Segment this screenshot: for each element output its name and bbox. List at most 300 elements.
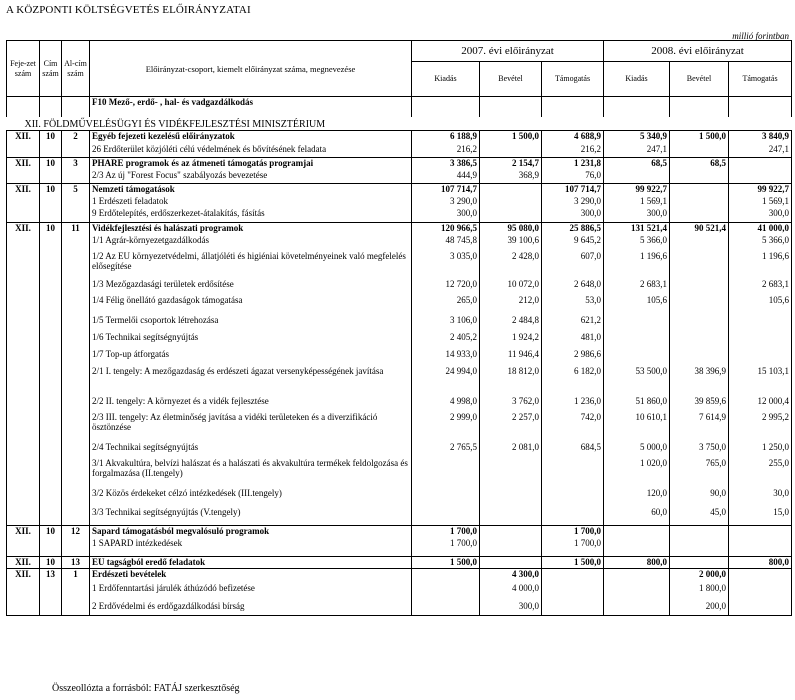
value-2008-bevetel-cell: 1 800,0 bbox=[670, 583, 729, 601]
value-2007-tamogatas-cell: 2 648,0 bbox=[542, 279, 604, 295]
table-row bbox=[7, 223, 792, 235]
value-2008-tamogatas-cell: 2 683,1 bbox=[729, 279, 792, 295]
header-2007-tamogatas: Támogatás bbox=[542, 62, 604, 97]
cim-cell: 10 bbox=[40, 557, 62, 569]
value-2008-tamogatas-cell bbox=[729, 315, 792, 332]
value-2007-bevetel-cell: 2 081,0 bbox=[480, 442, 542, 458]
cim-cell bbox=[40, 279, 62, 295]
alcim-cell: 12 bbox=[62, 526, 90, 538]
value-2007-tamogatas-cell: 76,0 bbox=[542, 170, 604, 184]
fejezet-cell bbox=[7, 601, 40, 616]
value-2007-tamogatas-cell: 607,0 bbox=[542, 251, 604, 279]
fejezet-cell bbox=[7, 507, 40, 526]
table-row bbox=[7, 279, 792, 295]
cim-cell bbox=[40, 332, 62, 349]
value-2007-bevetel-cell bbox=[480, 144, 542, 158]
table-row bbox=[7, 184, 792, 196]
value-2007-bevetel-cell bbox=[480, 507, 542, 526]
value-2008-kiadas-cell: 131 521,4 bbox=[604, 223, 670, 235]
value-2008-kiadas-cell: 5 340,9 bbox=[604, 131, 670, 144]
value-2007-kiadas-cell bbox=[412, 583, 480, 601]
value-2008-kiadas-cell bbox=[604, 538, 670, 557]
value-2007-kiadas-cell: 1 700,0 bbox=[412, 526, 480, 538]
cim-cell bbox=[40, 235, 62, 251]
item-name-cell: 3/2 Közös érdekeket célzó intézkedések (III.tengely) bbox=[90, 488, 412, 507]
value-2007-tamogatas-cell: 25 886,5 bbox=[542, 223, 604, 235]
value-2007-kiadas-cell: 24 994,0 bbox=[412, 366, 480, 396]
value-2007-bevetel-cell: 2 428,0 bbox=[480, 251, 542, 279]
table-row bbox=[7, 507, 792, 526]
value-2008-kiadas-cell: 1 569,1 bbox=[604, 196, 670, 208]
item-name-cell: 1 SAPARD intézkedések bbox=[90, 538, 412, 557]
item-name-cell: Sapard támogatásból megvalósuló programok bbox=[90, 526, 412, 538]
fejezet-cell bbox=[7, 170, 40, 184]
cim-cell bbox=[40, 295, 62, 315]
cim-cell bbox=[40, 538, 62, 557]
value-2007-kiadas-cell: 216,2 bbox=[412, 144, 480, 158]
value-2008-tamogatas-cell bbox=[729, 97, 792, 117]
value-2008-tamogatas-cell: 12 000,4 bbox=[729, 396, 792, 412]
table-row bbox=[7, 526, 792, 538]
fejezet-cell bbox=[7, 196, 40, 208]
value-2008-tamogatas-cell: 30,0 bbox=[729, 488, 792, 507]
item-name-cell: 1/2 Az EU környezetvédelmi, állatjóléti és higiéniai követelményeinek való megfelelés elősegítése bbox=[90, 251, 412, 279]
fejezet-cell: XII. bbox=[7, 569, 40, 583]
value-2008-bevetel-cell bbox=[670, 235, 729, 251]
value-2007-kiadas-cell: 107 714,7 bbox=[412, 184, 480, 196]
alcim-cell bbox=[62, 442, 90, 458]
value-2008-kiadas-cell: 5 366,0 bbox=[604, 235, 670, 251]
alcim-cell bbox=[62, 349, 90, 366]
value-2007-kiadas-cell: 2 405,2 bbox=[412, 332, 480, 349]
unit-label: millió forintban bbox=[732, 31, 789, 41]
value-2008-kiadas-cell: 5 000,0 bbox=[604, 442, 670, 458]
value-2008-bevetel-cell bbox=[670, 196, 729, 208]
value-2008-tamogatas-cell: 300,0 bbox=[729, 208, 792, 223]
value-2007-kiadas-cell bbox=[412, 601, 480, 616]
value-2008-bevetel-cell: 90,0 bbox=[670, 488, 729, 507]
fejezet-cell: XII. bbox=[7, 158, 40, 170]
item-name-cell: 9 Erdőtelepítés, erdőszerkezet-átalakítás, fásítás bbox=[90, 208, 412, 223]
alcim-cell: 11 bbox=[62, 223, 90, 235]
item-name-cell: Egyéb fejezeti kezelésű előirányzatok bbox=[90, 131, 412, 144]
fejezet-cell bbox=[7, 349, 40, 366]
fejezet-cell bbox=[7, 538, 40, 557]
item-name-cell: 3/1 Akvakultúra, belvízi halászat és a halászati és akvakultúra termékek feldolgozása és forgalmazása (II.tengely) bbox=[90, 458, 412, 488]
value-2007-tamogatas-cell bbox=[542, 488, 604, 507]
value-2008-kiadas-cell bbox=[604, 170, 670, 184]
header-fejezet: Feje-zet szám bbox=[7, 41, 40, 97]
item-name-cell: 1/6 Technikai segítségnyújtás bbox=[90, 332, 412, 349]
table-row bbox=[7, 315, 792, 332]
value-2008-kiadas-cell bbox=[604, 349, 670, 366]
value-2007-bevetel-cell bbox=[480, 526, 542, 538]
value-2007-bevetel-cell: 2 484,8 bbox=[480, 315, 542, 332]
header-name: Előirányzat-csoport, kiemelt előirányzat száma, megnevezése bbox=[90, 41, 412, 97]
cim-cell bbox=[40, 412, 62, 442]
value-2007-kiadas-cell: 2 999,0 bbox=[412, 412, 480, 442]
fejezet-cell bbox=[7, 235, 40, 251]
value-2008-tamogatas-cell bbox=[729, 526, 792, 538]
value-2007-tamogatas-cell: 6 182,0 bbox=[542, 366, 604, 396]
value-2008-kiadas-cell: 51 860,0 bbox=[604, 396, 670, 412]
table-row bbox=[7, 295, 792, 315]
cim-cell bbox=[40, 349, 62, 366]
value-2007-bevetel-cell: 1 500,0 bbox=[480, 131, 542, 144]
value-2007-bevetel-cell: 95 080,0 bbox=[480, 223, 542, 235]
value-2007-tamogatas-cell: 684,5 bbox=[542, 442, 604, 458]
value-2007-kiadas-cell: 1 700,0 bbox=[412, 538, 480, 557]
value-2007-bevetel-cell: 212,0 bbox=[480, 295, 542, 315]
value-2007-tamogatas-cell: 742,0 bbox=[542, 412, 604, 442]
fejezet-cell bbox=[7, 412, 40, 442]
value-2007-bevetel-cell: 4 000,0 bbox=[480, 583, 542, 601]
cim-cell bbox=[40, 170, 62, 184]
value-2007-tamogatas-cell bbox=[542, 583, 604, 601]
alcim-cell bbox=[62, 458, 90, 488]
value-2008-tamogatas-cell: 1 196,6 bbox=[729, 251, 792, 279]
value-2007-tamogatas-cell: 1 231,8 bbox=[542, 158, 604, 170]
value-2007-tamogatas-cell: 53,0 bbox=[542, 295, 604, 315]
value-2007-bevetel-cell bbox=[480, 488, 542, 507]
item-name-cell: Nemzeti támogatások bbox=[90, 184, 412, 196]
value-2008-kiadas-cell: 105,6 bbox=[604, 295, 670, 315]
alcim-cell bbox=[62, 332, 90, 349]
alcim-cell: 3 bbox=[62, 158, 90, 170]
cim-cell bbox=[40, 208, 62, 223]
alcim-cell bbox=[62, 396, 90, 412]
header-year-2008: 2008. évi előirányzat bbox=[604, 41, 792, 62]
cim-cell bbox=[40, 144, 62, 158]
value-2007-kiadas-cell: 3 290,0 bbox=[412, 196, 480, 208]
item-name-cell: PHARE programok és az átmeneti támogatás programjai bbox=[90, 158, 412, 170]
value-2008-bevetel-cell bbox=[670, 526, 729, 538]
page-title: A KÖZPONTI KÖLTSÉGVETÉS ELŐIRÁNYZATAI bbox=[6, 4, 251, 16]
header-2008-bevetel: Bevétel bbox=[670, 62, 729, 97]
value-2008-kiadas-cell: 10 610,1 bbox=[604, 412, 670, 442]
value-2007-tamogatas-cell bbox=[542, 97, 604, 117]
value-2008-kiadas-cell bbox=[604, 97, 670, 117]
table-row bbox=[7, 601, 792, 616]
header-2007-bevetel: Bevétel bbox=[480, 62, 542, 97]
alcim-cell: 13 bbox=[62, 557, 90, 569]
value-2007-bevetel-cell: 10 072,0 bbox=[480, 279, 542, 295]
value-2008-tamogatas-cell: 3 840,9 bbox=[729, 131, 792, 144]
table-row bbox=[7, 332, 792, 349]
value-2007-kiadas-cell: 444,9 bbox=[412, 170, 480, 184]
table-row bbox=[7, 569, 792, 583]
value-2007-tamogatas-cell: 1 500,0 bbox=[542, 557, 604, 569]
value-2007-bevetel-cell bbox=[480, 184, 542, 196]
value-2008-kiadas-cell: 1 196,6 bbox=[604, 251, 670, 279]
value-2007-bevetel-cell: 39 100,6 bbox=[480, 235, 542, 251]
value-2008-bevetel-cell bbox=[670, 295, 729, 315]
cim-cell bbox=[40, 366, 62, 396]
fejezet-cell bbox=[7, 583, 40, 601]
table-row bbox=[7, 557, 792, 569]
value-2007-kiadas-cell bbox=[412, 569, 480, 583]
table-row bbox=[7, 458, 792, 488]
value-2008-tamogatas-cell: 255,0 bbox=[729, 458, 792, 488]
value-2008-tamogatas-cell bbox=[729, 601, 792, 616]
budget-table-wrap bbox=[6, 40, 791, 616]
value-2007-bevetel-cell bbox=[480, 557, 542, 569]
value-2007-tamogatas-cell bbox=[542, 601, 604, 616]
value-2008-bevetel-cell: 200,0 bbox=[670, 601, 729, 616]
fejezet-cell bbox=[7, 488, 40, 507]
alcim-cell bbox=[62, 412, 90, 442]
value-2008-tamogatas-cell bbox=[729, 349, 792, 366]
cim-cell bbox=[40, 601, 62, 616]
fejezet-cell bbox=[7, 458, 40, 488]
item-name-cell: 1/1 Agrár-környezetgazdálkodás bbox=[90, 235, 412, 251]
cim-cell bbox=[40, 583, 62, 601]
value-2007-tamogatas-cell: 107 714,7 bbox=[542, 184, 604, 196]
value-2007-bevetel-cell bbox=[480, 196, 542, 208]
value-2008-tamogatas-cell: 2 995,2 bbox=[729, 412, 792, 442]
fejezet-cell: XII. bbox=[7, 557, 40, 569]
value-2008-tamogatas-cell: 5 366,0 bbox=[729, 235, 792, 251]
cim-cell: 10 bbox=[40, 223, 62, 235]
alcim-cell bbox=[62, 235, 90, 251]
value-2007-kiadas-cell: 3 035,0 bbox=[412, 251, 480, 279]
fejezet-cell: XII. bbox=[7, 131, 40, 144]
item-name-cell: 26 Erdőterület közjóléti célú védelmének és bővítésének feladata bbox=[90, 144, 412, 158]
value-2008-bevetel-cell bbox=[670, 208, 729, 223]
item-name-cell: 1/4 Félig önellátó gazdaságok támogatása bbox=[90, 295, 412, 315]
value-2008-bevetel-cell: 1 500,0 bbox=[670, 131, 729, 144]
value-2007-kiadas-cell: 265,0 bbox=[412, 295, 480, 315]
fejezet-cell bbox=[7, 315, 40, 332]
fejezet-cell bbox=[7, 366, 40, 396]
value-2008-tamogatas-cell: 800,0 bbox=[729, 557, 792, 569]
value-2008-tamogatas-cell bbox=[729, 538, 792, 557]
value-2008-tamogatas-cell: 99 922,7 bbox=[729, 184, 792, 196]
value-2008-kiadas-cell: 68,5 bbox=[604, 158, 670, 170]
cim-cell bbox=[40, 251, 62, 279]
value-2007-tamogatas-cell: 1 700,0 bbox=[542, 526, 604, 538]
value-2008-bevetel-cell: 39 859,6 bbox=[670, 396, 729, 412]
item-name-cell: 1/7 Top-up átforgatás bbox=[90, 349, 412, 366]
cim-cell: 10 bbox=[40, 184, 62, 196]
table-row bbox=[7, 97, 792, 117]
budget-table bbox=[6, 40, 792, 616]
item-name-cell: 2/3 III. tengely: Az életminőség javítása a vidéki területeken és a diverzifikáció ösztönzése bbox=[90, 412, 412, 442]
value-2008-kiadas-cell: 800,0 bbox=[604, 557, 670, 569]
value-2008-tamogatas-cell: 15,0 bbox=[729, 507, 792, 526]
value-2007-tamogatas-cell: 1 236,0 bbox=[542, 396, 604, 412]
alcim-cell bbox=[62, 507, 90, 526]
value-2008-kiadas-cell bbox=[604, 315, 670, 332]
alcim-cell bbox=[62, 196, 90, 208]
source-footer: Összeollózta a forrásból: FATÁJ szerkesztőség bbox=[52, 683, 240, 694]
value-2008-tamogatas-cell: 15 103,1 bbox=[729, 366, 792, 396]
value-2008-bevetel-cell bbox=[670, 144, 729, 158]
value-2007-tamogatas-cell bbox=[542, 507, 604, 526]
item-name-cell: 2/1 I. tengely: A mezőgazdaság és erdészeti ágazat versenyképességének javítása bbox=[90, 366, 412, 396]
value-2007-kiadas-cell: 4 998,0 bbox=[412, 396, 480, 412]
value-2007-tamogatas-cell: 4 688,9 bbox=[542, 131, 604, 144]
alcim-cell bbox=[62, 144, 90, 158]
value-2008-kiadas-cell: 2 683,1 bbox=[604, 279, 670, 295]
alcim-cell: 2 bbox=[62, 131, 90, 144]
value-2007-kiadas-cell bbox=[412, 488, 480, 507]
alcim-cell bbox=[62, 488, 90, 507]
value-2008-bevetel-cell bbox=[670, 184, 729, 196]
value-2007-kiadas-cell: 3 106,0 bbox=[412, 315, 480, 332]
header-2007-kiadas: Kiadás bbox=[412, 62, 480, 97]
value-2008-tamogatas-cell: 1 250,0 bbox=[729, 442, 792, 458]
ministry-heading: XII. FÖLDMŰVELÉSÜGYI ÉS VIDÉKFEJLESZTÉSI MINISZTÉRIUM bbox=[24, 119, 326, 130]
table-row bbox=[7, 144, 792, 158]
alcim-cell bbox=[62, 251, 90, 279]
alcim-cell bbox=[62, 208, 90, 223]
value-2008-bevetel-cell: 45,0 bbox=[670, 507, 729, 526]
table-row bbox=[7, 131, 792, 144]
ministry-row bbox=[7, 117, 792, 131]
value-2007-bevetel-cell bbox=[480, 538, 542, 557]
item-name-cell: 2/4 Technikai segítségnyújtás bbox=[90, 442, 412, 458]
value-2007-bevetel-cell: 11 946,4 bbox=[480, 349, 542, 366]
cim-cell bbox=[40, 396, 62, 412]
fejezet-cell bbox=[7, 396, 40, 412]
value-2008-bevetel-cell bbox=[670, 97, 729, 117]
value-2008-kiadas-cell: 120,0 bbox=[604, 488, 670, 507]
item-name-cell: 2/3 Az új "Forest Focus" szabályozás bevezetése bbox=[90, 170, 412, 184]
value-2008-tamogatas-cell bbox=[729, 332, 792, 349]
table-body bbox=[7, 97, 792, 616]
value-2007-kiadas-cell bbox=[412, 507, 480, 526]
value-2008-bevetel-cell: 68,5 bbox=[670, 158, 729, 170]
value-2008-bevetel-cell bbox=[670, 170, 729, 184]
value-2007-bevetel-cell: 1 924,2 bbox=[480, 332, 542, 349]
value-2007-kiadas-cell: 2 765,5 bbox=[412, 442, 480, 458]
item-name-cell: 2/2 II. tengely: A környezet és a vidék fejlesztése bbox=[90, 396, 412, 412]
item-name-cell: EU tagságból eredő feladatok bbox=[90, 557, 412, 569]
value-2008-bevetel-cell: 90 521,4 bbox=[670, 223, 729, 235]
value-2008-bevetel-cell bbox=[670, 279, 729, 295]
table-row bbox=[7, 251, 792, 279]
header-year-2007: 2007. évi előirányzat bbox=[412, 41, 604, 62]
value-2007-bevetel-cell bbox=[480, 208, 542, 223]
value-2008-bevetel-cell: 7 614,9 bbox=[670, 412, 729, 442]
table-row bbox=[7, 538, 792, 557]
value-2007-bevetel-cell: 3 762,0 bbox=[480, 396, 542, 412]
item-name-cell: 2 Erdővédelmi és erdőgazdálkodási bírság bbox=[90, 601, 412, 616]
value-2008-kiadas-cell: 1 020,0 bbox=[604, 458, 670, 488]
table-row bbox=[7, 208, 792, 223]
cim-cell bbox=[40, 507, 62, 526]
table-row bbox=[7, 396, 792, 412]
item-name-cell: 3/3 Technikai segítségnyújtás (V.tengely) bbox=[90, 507, 412, 526]
value-2007-tamogatas-cell: 1 700,0 bbox=[542, 538, 604, 557]
fejezet-cell bbox=[7, 442, 40, 458]
value-2007-tamogatas-cell: 621,2 bbox=[542, 315, 604, 332]
value-2007-bevetel-cell: 368,9 bbox=[480, 170, 542, 184]
item-name-cell: 1 Erdészeti feladatok bbox=[90, 196, 412, 208]
value-2008-kiadas-cell bbox=[604, 526, 670, 538]
alcim-cell bbox=[62, 97, 90, 117]
table-row bbox=[7, 366, 792, 396]
item-name-cell: 1 Erdőfenntartási járulék áthúzódó befizetése bbox=[90, 583, 412, 601]
value-2008-bevetel-cell: 38 396,9 bbox=[670, 366, 729, 396]
table-row bbox=[7, 488, 792, 507]
header-2008-tamogatas: Támogatás bbox=[729, 62, 792, 97]
value-2007-tamogatas-cell bbox=[542, 458, 604, 488]
fejezet-cell bbox=[7, 208, 40, 223]
value-2008-tamogatas-cell bbox=[729, 170, 792, 184]
value-2008-bevetel-cell bbox=[670, 349, 729, 366]
fejezet-cell bbox=[7, 295, 40, 315]
fejezet-cell bbox=[7, 332, 40, 349]
fejezet-cell: XII. bbox=[7, 526, 40, 538]
fejezet-cell bbox=[7, 251, 40, 279]
fejezet-cell bbox=[7, 279, 40, 295]
value-2007-tamogatas-cell: 2 986,6 bbox=[542, 349, 604, 366]
alcim-cell bbox=[62, 295, 90, 315]
value-2007-tamogatas-cell: 300,0 bbox=[542, 208, 604, 223]
value-2008-tamogatas-cell bbox=[729, 569, 792, 583]
table-row bbox=[7, 349, 792, 366]
value-2008-tamogatas-cell: 105,6 bbox=[729, 295, 792, 315]
table-row bbox=[7, 442, 792, 458]
alcim-cell bbox=[62, 583, 90, 601]
cim-cell: 10 bbox=[40, 158, 62, 170]
cim-cell bbox=[40, 488, 62, 507]
value-2008-kiadas-cell bbox=[604, 583, 670, 601]
value-2008-kiadas-cell bbox=[604, 569, 670, 583]
item-name-cell: F10 Mező-, erdő- , hal- és vadgazdálkodás bbox=[90, 97, 412, 117]
fejezet-cell: XII. bbox=[7, 184, 40, 196]
table-row bbox=[7, 170, 792, 184]
table-row bbox=[7, 158, 792, 170]
table-row bbox=[7, 196, 792, 208]
item-name-cell: Erdészeti bevételek bbox=[90, 569, 412, 583]
value-2008-bevetel-cell bbox=[670, 332, 729, 349]
alcim-cell: 5 bbox=[62, 184, 90, 196]
alcim-cell bbox=[62, 538, 90, 557]
value-2008-tamogatas-cell: 1 569,1 bbox=[729, 196, 792, 208]
cim-cell bbox=[40, 442, 62, 458]
table-row bbox=[7, 412, 792, 442]
fejezet-cell: XII. bbox=[7, 223, 40, 235]
value-2007-bevetel-cell: 18 812,0 bbox=[480, 366, 542, 396]
item-name-cell: Vidékfejlesztési és halászati programok bbox=[90, 223, 412, 235]
value-2008-bevetel-cell: 765,0 bbox=[670, 458, 729, 488]
value-2008-bevetel-cell: 2 000,0 bbox=[670, 569, 729, 583]
item-name-cell: 1/5 Termelői csoportok létrehozása bbox=[90, 315, 412, 332]
value-2008-bevetel-cell bbox=[670, 315, 729, 332]
value-2007-kiadas-cell: 120 966,5 bbox=[412, 223, 480, 235]
value-2007-kiadas-cell: 1 500,0 bbox=[412, 557, 480, 569]
value-2007-kiadas-cell: 300,0 bbox=[412, 208, 480, 223]
value-2008-kiadas-cell: 300,0 bbox=[604, 208, 670, 223]
value-2008-kiadas-cell: 60,0 bbox=[604, 507, 670, 526]
value-2008-tamogatas-cell bbox=[729, 583, 792, 601]
value-2007-tamogatas-cell: 9 645,2 bbox=[542, 235, 604, 251]
value-2007-kiadas-cell: 3 386,5 bbox=[412, 158, 480, 170]
alcim-cell bbox=[62, 279, 90, 295]
value-2008-tamogatas-cell: 247,1 bbox=[729, 144, 792, 158]
value-2008-kiadas-cell: 99 922,7 bbox=[604, 184, 670, 196]
fejezet-cell bbox=[7, 144, 40, 158]
value-2007-tamogatas-cell: 481,0 bbox=[542, 332, 604, 349]
header-2008-kiadas: Kiadás bbox=[604, 62, 670, 97]
alcim-cell bbox=[62, 366, 90, 396]
value-2008-tamogatas-cell: 41 000,0 bbox=[729, 223, 792, 235]
value-2007-bevetel-cell: 2 257,0 bbox=[480, 412, 542, 442]
value-2007-bevetel-cell: 300,0 bbox=[480, 601, 542, 616]
